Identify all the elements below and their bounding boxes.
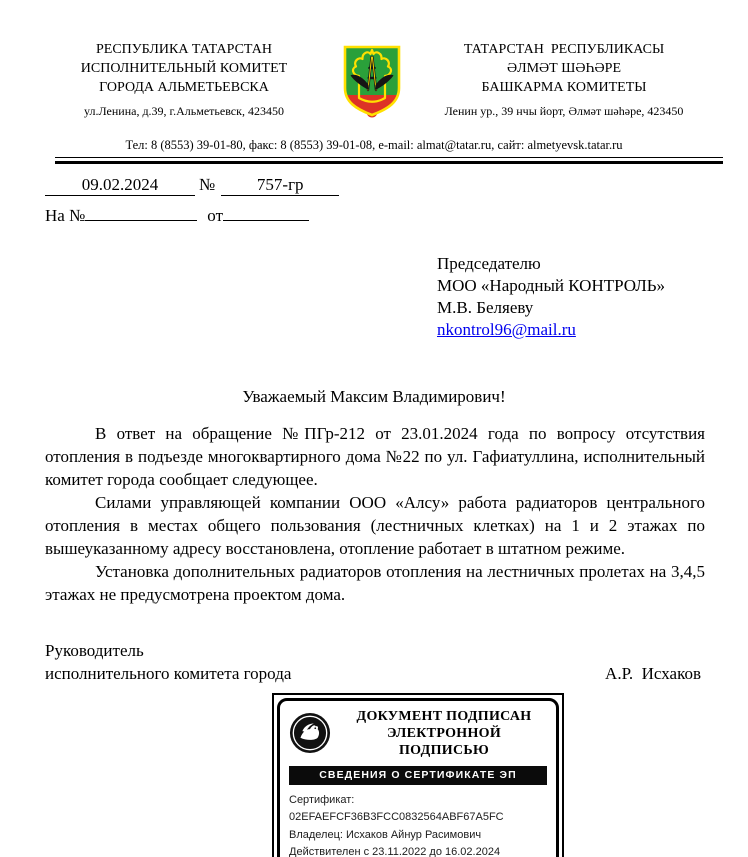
body-paragraph: Силами управляющей компании ООО «Алсу» работа радиаторов центрального отопления в местах общего пользования (лестничных клетках) на 1 и 2 этажах по вышеуказанному адресу восстановлена, отопление работает в штатном режиме. bbox=[45, 492, 705, 558]
certificate-number: Сертификат: 02EFAEFCF36B3FCC0832564ABF67A5FC bbox=[289, 793, 504, 824]
stamp-certificate-info bbox=[289, 792, 547, 857]
org-name-line: ӘЛМӘТ ШӘҺӘРЕ bbox=[507, 61, 621, 76]
recipient-title: Председателю bbox=[437, 253, 541, 273]
letterhead bbox=[0, 0, 748, 119]
esignature-stamp bbox=[272, 693, 564, 857]
certificate-owner: Владелец: Исхаков Айнур Расимович bbox=[289, 828, 482, 841]
stamp-certificate-bar: СВЕДЕНИЯ О СЕРТИФИКАТЕ ЭП bbox=[289, 766, 547, 785]
reply-from-label: от bbox=[207, 205, 224, 225]
header-rule-thin bbox=[55, 157, 723, 158]
recipient-name: М.В. Беляеву bbox=[437, 297, 534, 317]
reply-prefix: На № bbox=[45, 205, 86, 225]
stamp-title-line: ЭЛЕКТРОННОЙ ПОДПИСЬЮ bbox=[386, 725, 502, 758]
recipient-email-link[interactable]: nkontrol96@mail.ru bbox=[437, 319, 576, 339]
signer-title-line: исполнительного комитета города bbox=[45, 663, 292, 683]
recipient-organization: МОО «Народный КОНТРОЛЬ» bbox=[437, 275, 666, 295]
org-block-tatar bbox=[414, 40, 714, 119]
letter-body bbox=[45, 422, 705, 606]
stamp-title bbox=[341, 708, 547, 759]
signature-block bbox=[45, 639, 701, 685]
org-name-line: ИСПОЛНИТЕЛЬНЫЙ КОМИТЕТ bbox=[80, 61, 288, 76]
stamp-header bbox=[289, 708, 547, 759]
tatarstan-emblem-icon bbox=[289, 712, 331, 754]
outgoing-number: 757-гр bbox=[221, 175, 339, 196]
org-name-line: РЕСПУБЛИКА ТАТАРСТАН bbox=[95, 42, 272, 57]
org-address: ул.Ленина, д.39, г.Альметьевск, 423450 bbox=[84, 104, 284, 118]
incoming-number-blank bbox=[85, 220, 197, 221]
incoming-number-row bbox=[45, 206, 748, 226]
coat-of-arms-icon bbox=[338, 42, 406, 118]
header-rule-thick bbox=[55, 161, 723, 164]
number-sign: № bbox=[199, 174, 216, 194]
org-name-line: ГОРОДА АЛЬМЕТЬЕВСКА bbox=[99, 80, 269, 95]
signer-title bbox=[45, 639, 291, 685]
contact-line: Тел: 8 (8553) 39-01-80, факс: 8 (8553) 39-01-08, e-mail: almat@tatar.ru, сайт: almetyevsk.tatar.ru bbox=[125, 138, 623, 152]
incoming-date-blank bbox=[223, 220, 309, 221]
org-address: Ленин ур., 39 нчы йорт, Әлмәт шәһәре, 423450 bbox=[444, 104, 684, 118]
salutation: Уважаемый Максим Владимирович! bbox=[242, 386, 506, 406]
stamp-title-line: ДОКУМЕНТ ПОДПИСАН bbox=[356, 708, 532, 724]
outgoing-number-row bbox=[45, 175, 748, 196]
esignature-stamp-frame bbox=[277, 698, 559, 857]
org-name-line: БАШКАРМА КОМИТЕТЫ bbox=[481, 80, 647, 95]
body-paragraph: Установка дополнительных радиаторов отопления на лестничных пролетах на 3,4,5 этажах не предусмотрена проектом дома. bbox=[45, 561, 705, 604]
org-name-line: ТАТАРСТАН РЕСПУБЛИКАСЫ bbox=[463, 42, 665, 57]
outgoing-date: 09.02.2024 bbox=[45, 175, 195, 196]
certificate-validity: Действителен с 23.11.2022 до 16.02.2024 bbox=[289, 846, 501, 857]
signer-title-line: Руководитель bbox=[45, 640, 144, 660]
recipient-block bbox=[437, 253, 748, 341]
signer-name: А.Р. Исхаков bbox=[605, 663, 701, 683]
body-paragraph: В ответ на обращение №ПГр-212 от 23.01.2024 года по вопросу отсутствия отопления в подъезде многоквартирного дома №22 по ул. Гафиатуллина, исполнительный комитет города сообщает следующее. bbox=[45, 423, 705, 489]
org-block-russian bbox=[38, 40, 330, 119]
reference-block bbox=[45, 175, 748, 226]
